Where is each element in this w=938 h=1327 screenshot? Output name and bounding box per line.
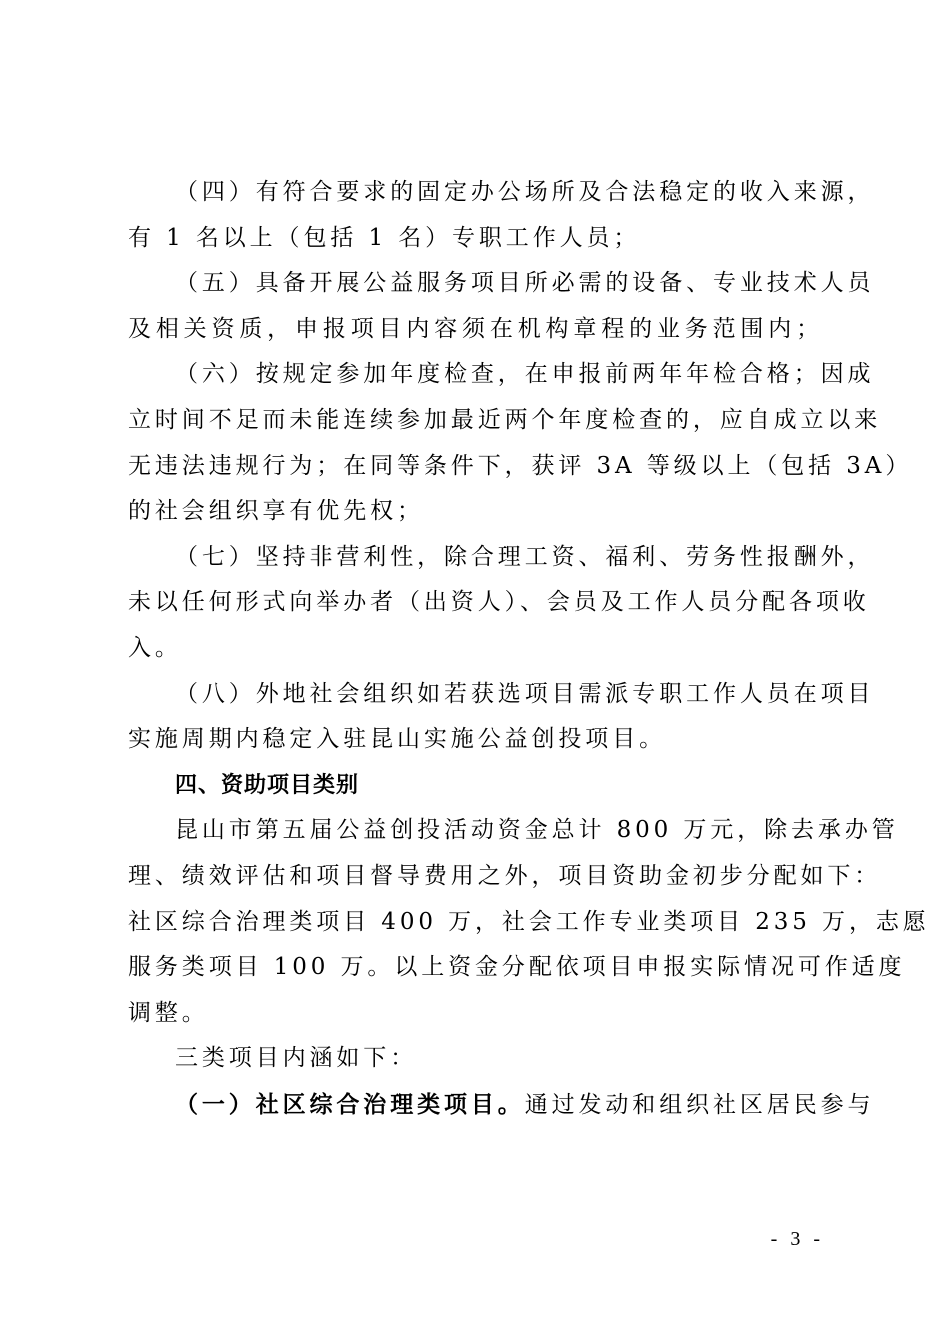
subsection-text: 通过发动和组织社区居民参与 bbox=[524, 1091, 875, 1118]
paragraph-line: （八）外地社会组织如若获选项目需派专职工作人员在项目 bbox=[175, 680, 875, 707]
page-number: - 3 - bbox=[770, 1228, 824, 1250]
paragraph-line: 服务类项目 100 万。以上资金分配依项目申报实际情况可作适度 bbox=[128, 954, 906, 981]
paragraph-line: 社区综合治理类项目 400 万，社会工作专业类项目 235 万，志愿 bbox=[128, 908, 930, 935]
paragraph-line: 及相关资质，申报项目内容须在机构章程的业务范围内； bbox=[128, 315, 823, 342]
paragraph-line: （四）有符合要求的固定办公场所及合法稳定的收入来源， bbox=[175, 179, 875, 205]
paragraph-line: 未以任何形式向举办者（出资人）、会员及工作人员分配各项收 bbox=[128, 589, 870, 616]
paragraph-line: （六）按规定参加年度检查，在申报前两年年检合格；因成 bbox=[175, 361, 875, 388]
document-body bbox=[128, 170, 930, 1127]
intro-line: 三类项目内涵如下： bbox=[175, 1045, 418, 1072]
subsection-title: （一）社区综合治理类项目。 bbox=[175, 1090, 525, 1118]
paragraph-line: （五）具备开展公益服务项目所必需的设备、专业技术人员 bbox=[175, 270, 875, 297]
paragraph-line: 无违法违规行为；在同等条件下，获评 3A 等级以上（包括 3A） bbox=[128, 452, 913, 479]
paragraph-line: 的社会组织享有优先权； bbox=[128, 498, 424, 525]
paragraph-line: 实施周期内稳定入驻昆山实施公益创投项目。 bbox=[128, 726, 666, 753]
subsection-line bbox=[128, 1082, 875, 1128]
paragraph-line: 理、绩效评估和项目督导费用之外，项目资助金初步分配如下： bbox=[128, 862, 882, 889]
paragraph-line: 立时间不足而未能连续参加最近两个年度检查的，应自成立以来 bbox=[128, 406, 882, 433]
paragraph-line: 有 1 名以上（包括 1 名）专职工作人员； bbox=[128, 224, 641, 251]
section-heading: 四、资助项目类别 bbox=[175, 772, 360, 798]
paragraph-line: 调整。 bbox=[128, 999, 209, 1026]
paragraph-line: 入。 bbox=[128, 634, 182, 661]
paragraph-line: 昆山市第五届公益创投活动资金总计 800 万元，除去承办管 bbox=[175, 817, 899, 844]
paragraph-line: （七）坚持非营利性，除合理工资、福利、劳务性报酬外， bbox=[175, 543, 875, 570]
